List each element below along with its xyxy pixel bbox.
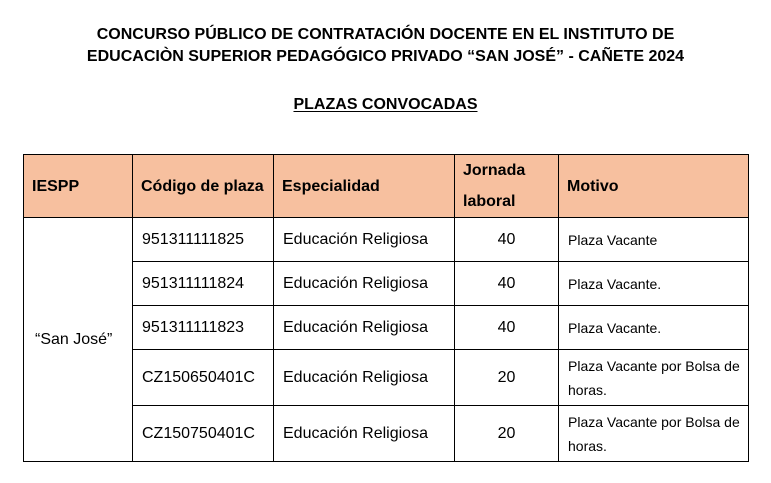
header-motivo: Motivo [559, 155, 749, 218]
jornada-cell: 40 [455, 262, 559, 306]
codigo-cell: CZ150650401C [133, 350, 274, 406]
especialidad-cell: Educación Religiosa [274, 306, 455, 350]
especialidad-cell: Educación Religiosa [274, 406, 455, 462]
especialidad-cell: Educación Religiosa [274, 262, 455, 306]
section-heading [0, 95, 771, 115]
document-title [0, 24, 771, 68]
especialidad-cell: Educación Religiosa [274, 350, 455, 406]
iespp-cell: “San José” [24, 218, 133, 462]
codigo-cell: 951311111825 [133, 218, 274, 262]
codigo-cell: CZ150750401C [133, 406, 274, 462]
table-row [24, 306, 749, 350]
motivo-cell: Plaza Vacante [559, 218, 749, 262]
table-row [24, 350, 749, 406]
especialidad-cell: Educación Religiosa [274, 218, 455, 262]
header-jornada: Jornada laboral [455, 155, 559, 218]
table-row [24, 262, 749, 306]
table-row [24, 218, 749, 262]
header-iespp: IESPP [24, 155, 133, 218]
header-especialidad: Especialidad [274, 155, 455, 218]
jornada-cell: 20 [455, 350, 559, 406]
jornada-cell: 40 [455, 218, 559, 262]
plazas-table [23, 154, 749, 462]
motivo-cell: Plaza Vacante. [559, 262, 749, 306]
motivo-cell: Plaza Vacante por Bolsa de horas. [559, 406, 749, 462]
jornada-cell: 20 [455, 406, 559, 462]
jornada-cell: 40 [455, 306, 559, 350]
title-line-2: EDUCACIÒN SUPERIOR PEDAGÓGICO PRIVADO “SAN JOSÉ” - CAÑETE 2024 [86, 48, 685, 65]
table-header-row [24, 155, 749, 218]
codigo-cell: 951311111823 [133, 306, 274, 350]
table-row [24, 406, 749, 462]
motivo-cell: Plaza Vacante. [559, 306, 749, 350]
title-line-1: CONCURSO PÚBLICO DE CONTRATACIÓN DOCENTE EN EL INSTITUTO DE [96, 26, 675, 43]
header-codigo: Código de plaza [133, 155, 274, 218]
plazas-convocadas-heading: PLAZAS CONVOCADAS [293, 96, 478, 113]
codigo-cell: 951311111824 [133, 262, 274, 306]
motivo-cell: Plaza Vacante por Bolsa de horas. [559, 350, 749, 406]
